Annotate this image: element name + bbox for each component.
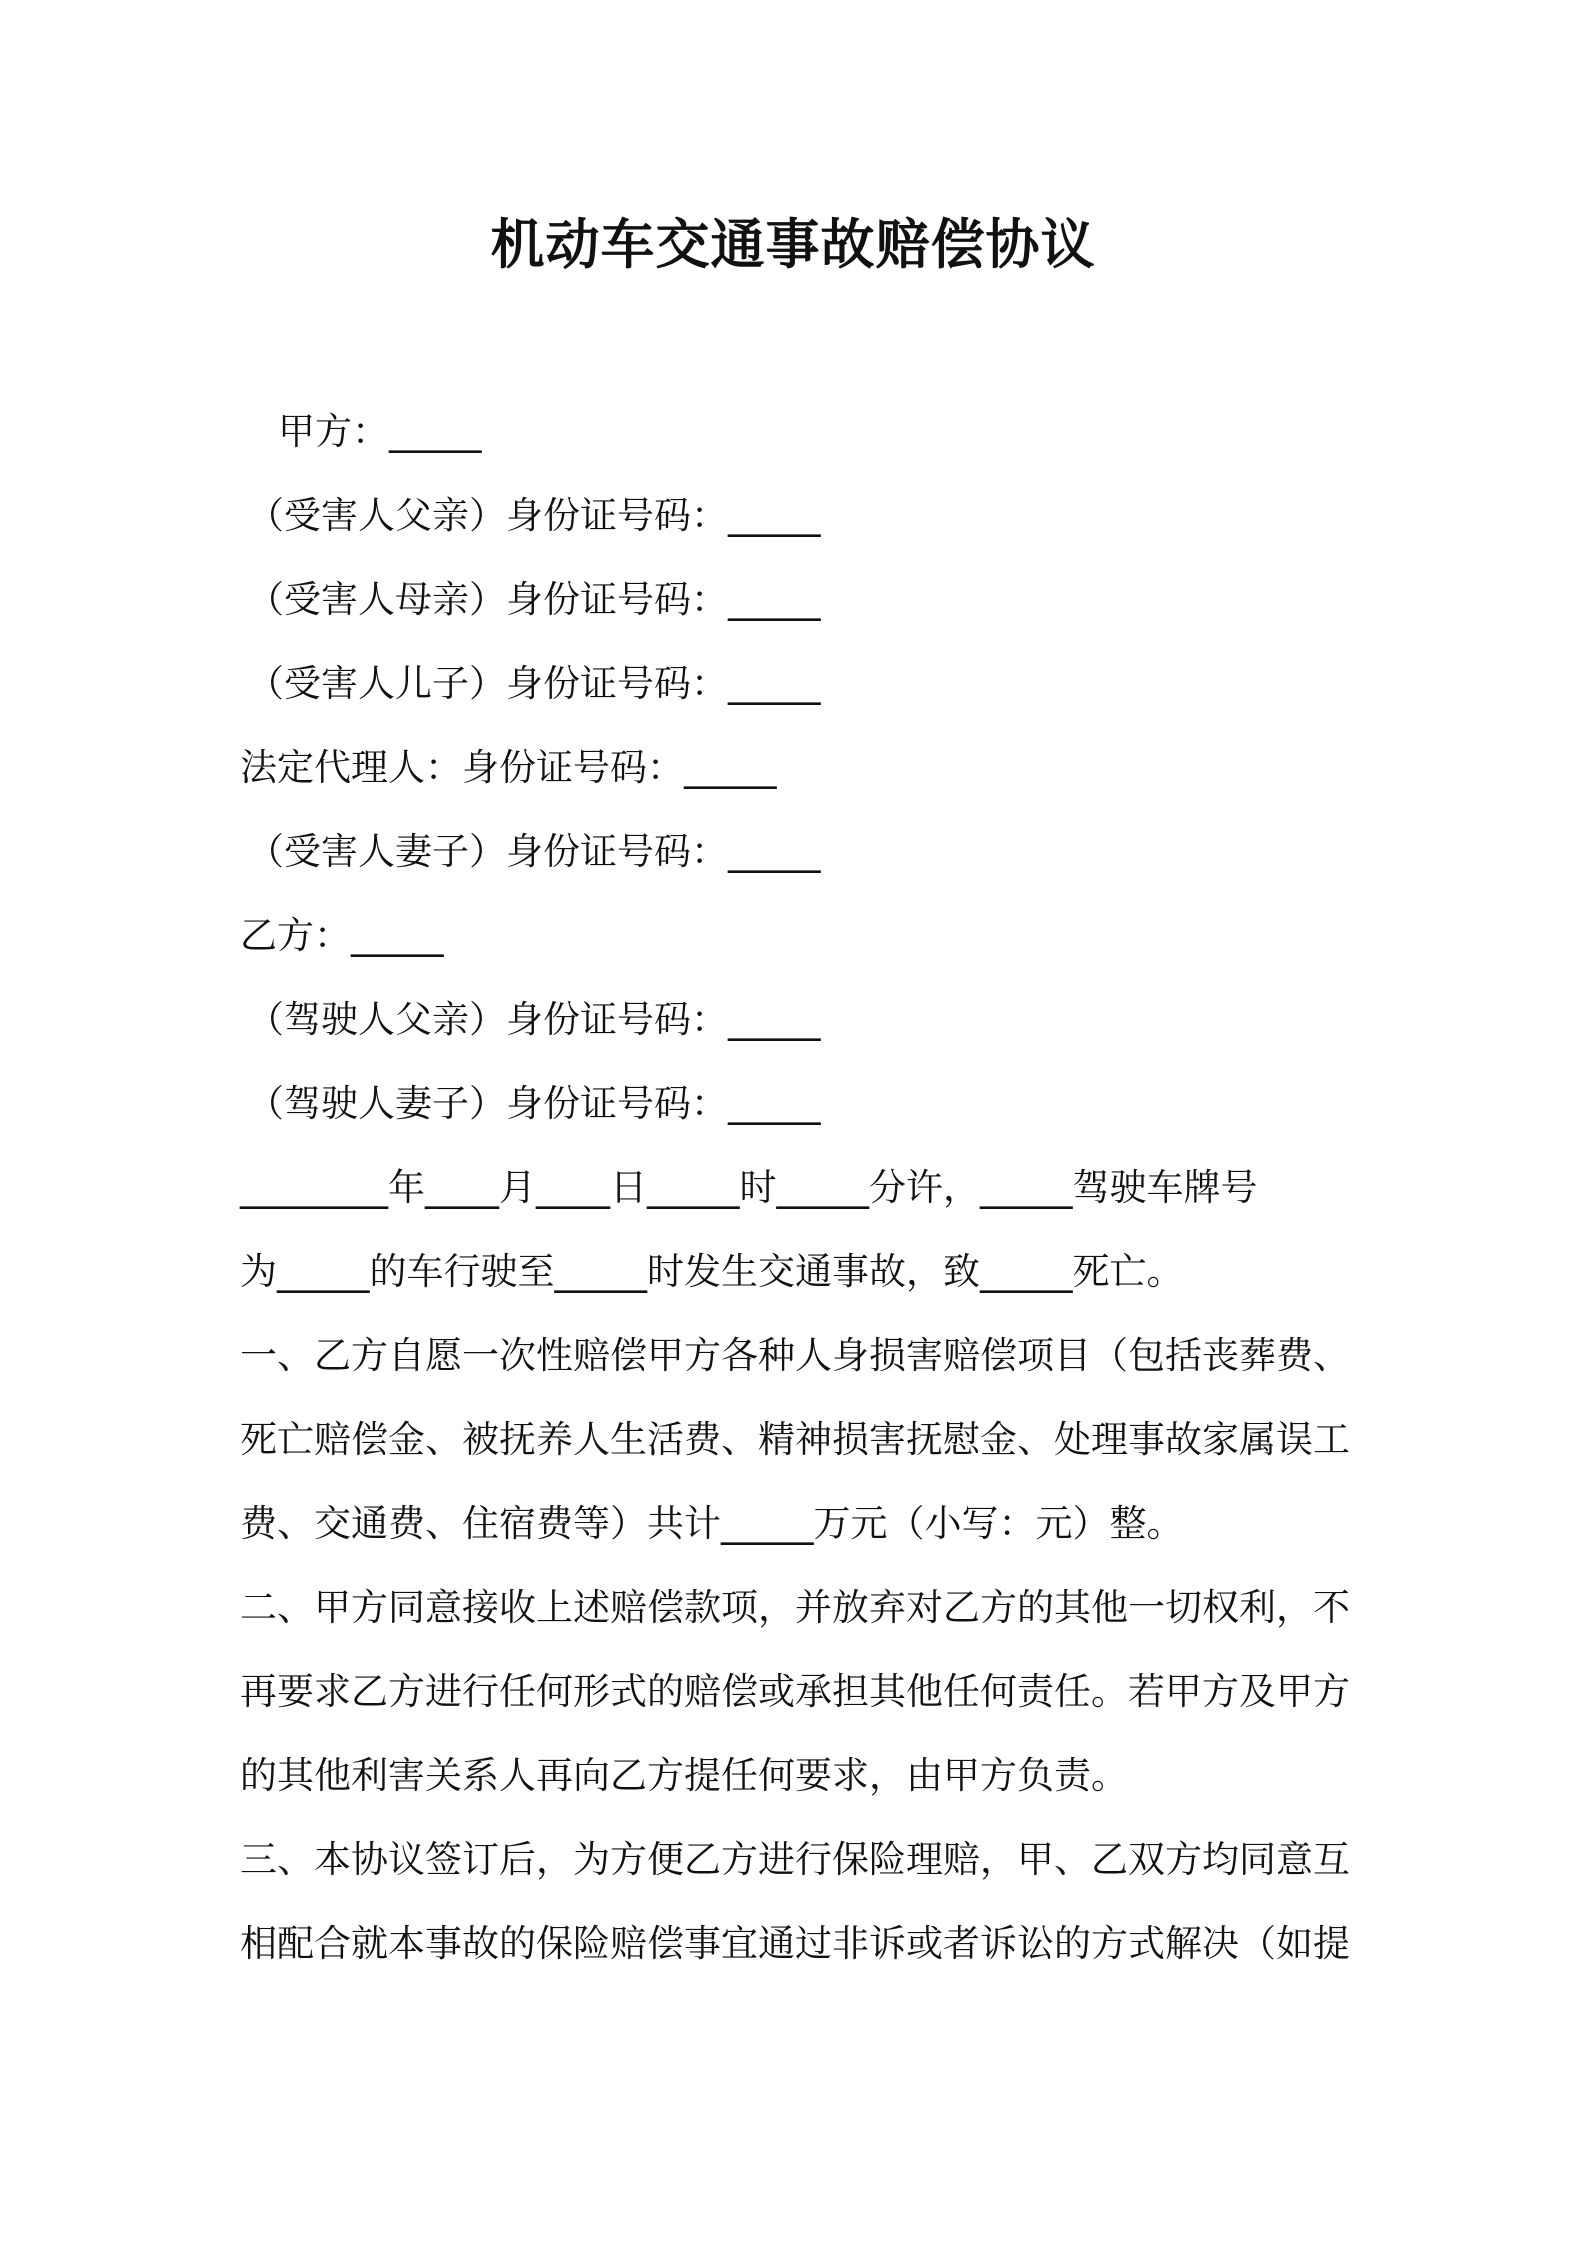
accident-detail-line: 为_____的车行驶至_____时发生交通事故，致_____死亡。 xyxy=(240,1250,1184,1293)
document-title: 机动车交通事故赔偿协议 xyxy=(490,213,1096,276)
clause-one-line-2: 死亡赔偿金、被抚养人生活费、精神损害抚慰金、处理事故家属误工 xyxy=(240,1418,1350,1461)
clause-one-line-1: 一、乙方自愿一次性赔偿甲方各种人身损害赔偿项目（包括丧葬费、 xyxy=(240,1334,1350,1377)
clause-two-line-3: 的其他利害关系人再向乙方提任何要求，由甲方负责。 xyxy=(240,1754,1128,1797)
party-b-line: 乙方：_____ xyxy=(240,914,444,957)
victim-son-id-line: （受害人儿子）身份证号码：_____ xyxy=(247,662,821,705)
victim-wife-id-line: （受害人妻子）身份证号码：_____ xyxy=(247,830,821,873)
clause-three-line-2: 相配合就本事故的保险赔偿事宜通过非诉或者诉讼的方式解决（如提 xyxy=(240,1922,1350,1965)
driver-wife-id-line: （驾驶人妻子）身份证号码：_____ xyxy=(247,1082,821,1125)
driver-father-id-line: （驾驶人父亲）身份证号码：_____ xyxy=(247,998,821,1041)
clause-two-line-2: 再要求乙方进行任何形式的赔偿或承担其他任何责任。若甲方及甲方 xyxy=(240,1670,1350,1713)
legal-agent-id-line: 法定代理人：身份证号码：_____ xyxy=(240,746,777,789)
clause-one-line-3: 费、交通费、住宿费等）共计_____万元（小写：元）整。 xyxy=(240,1502,1184,1545)
clause-two-line-1: 二、甲方同意接收上述赔偿款项，并放弃对乙方的其他一切权利，不 xyxy=(240,1586,1350,1629)
clause-three-line-1: 三、本协议签订后，为方便乙方进行保险理赔，甲、乙双方均同意互 xyxy=(240,1838,1350,1881)
accident-time-line: ________年____月____日_____时_____分许，_____驾驶车牌号 xyxy=(240,1166,1258,1209)
party-a-line: 甲方：_____ xyxy=(278,410,482,453)
victim-father-id-line: （受害人父亲）身份证号码：_____ xyxy=(247,494,821,537)
victim-mother-id-line: （受害人母亲）身份证号码：_____ xyxy=(247,578,821,621)
